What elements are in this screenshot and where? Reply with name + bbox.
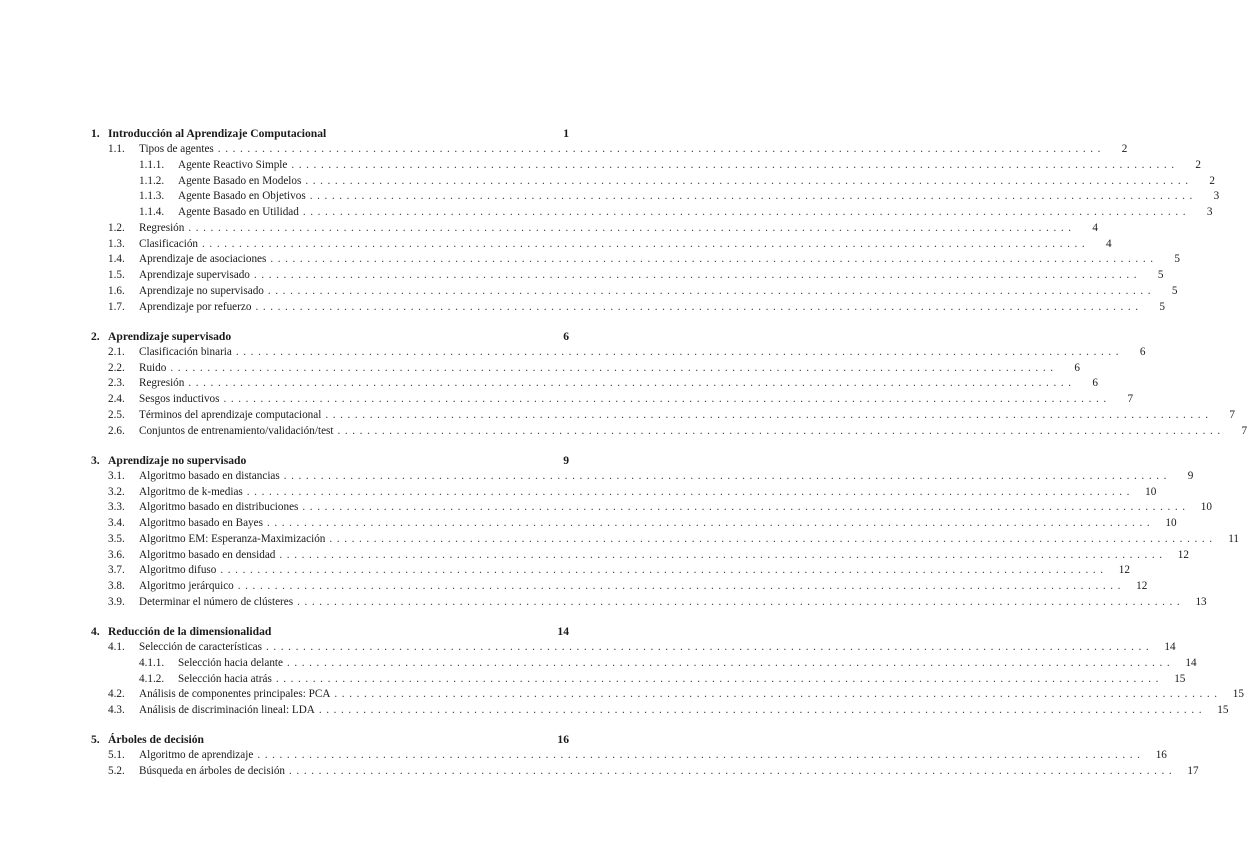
toc-number: 3. — [91, 453, 100, 467]
toc-number: 3.8. — [108, 580, 125, 592]
toc-number: 3.4. — [108, 517, 125, 529]
toc-number: 1.1.1. — [139, 158, 165, 171]
toc-number: 3.9. — [108, 595, 125, 608]
toc-title: Algoritmo difuso — [139, 564, 217, 577]
toc-page-number: 5 — [1171, 284, 1178, 297]
toc-page-number: 10 — [1200, 501, 1212, 514]
toc-page-number: 11 — [1228, 532, 1239, 545]
toc-leader-dots: . . . . . . . . . . . . . . . . . . . . . . . . . . . . . . . . . . . . . . . . . . . . . . . . . . . . . . . . . . . . . . . . . . . . . . . . . . . . . . . . . . . . . . . . . . . . . . . . . . . . . . . . . . . . . . . . . . . . . . . . — [266, 517, 1151, 529]
toc-page-number: 12 — [1118, 564, 1130, 577]
toc-number: 1.7. — [108, 300, 125, 313]
toc-section[interactable] — [91, 548, 1189, 564]
toc-page-number: 5 — [1159, 300, 1165, 313]
toc-page-number: 1 — [563, 127, 569, 140]
toc-chapter-gap — [91, 611, 569, 624]
toc-number: 1.2. — [108, 221, 125, 234]
toc-title: Selección hacia atrás — [178, 672, 272, 685]
toc-number: 4.3. — [108, 704, 125, 716]
toc-section[interactable] — [91, 687, 1244, 703]
toc-section[interactable] — [91, 485, 1157, 501]
toc-page-number: 7 — [1127, 393, 1134, 405]
toc-leader-dots: . . . . . . . . . . . . . . . . . . . . . . . . . . . . . . . . . . . . . . . . . . . . . . . . . . . . . . . . . . . . . . . . . . . . . . . . . . . . . . . . . . . . . . . . . . . . . . . . . . . . . . . . . . . . . . . . . . . . . . . . — [279, 548, 1163, 561]
toc-page-number: 5 — [1174, 253, 1180, 266]
toc-leader-dots: . . . . . . . . . . . . . . . . . . . . . . . . . . . . . . . . . . . . . . . . . . . . . . . . . . . . . . . . . . . . . . . . . . . . . . . . . . . . . . . . . . . . . . . . . . . . . . . . . . . . . . . . . . . . . . . . . . . . . . . . — [286, 656, 1171, 669]
toc-title: Agente Basado en Objetivos — [178, 190, 306, 203]
toc-number: 1.4. — [108, 253, 125, 266]
toc-chapter[interactable] — [91, 328, 569, 345]
toc-title: Introducción al Aprendizaje Computacional — [108, 127, 327, 140]
toc-leader-dots: . . . . . . . . . . . . . . . . . . . . . . . . . . . . . . . . . . . . . . . . . . . . . . . . . . . . . . . . . . . . . . . . . . . . . . . . . . . . . . . . . . . . . . . . . . . . . . . . . . . . . . . . . . . . . . . . . . . . . . . . — [235, 345, 1120, 358]
toc-section[interactable] — [91, 237, 1112, 253]
toc-leader-dots: . . . . . . . . . . . . . . . . . . . . . . . . . . . . . . . . . . . . . . . . . . . . . . . . . . . . . . . . . . . . . . . . . . . . . . . . . . . . . . . . . . . . . . . . . . . . . . . . . . . . . . . . . . . . . . . . . . . . . . . . — [283, 469, 1168, 482]
toc-chapter[interactable] — [91, 623, 569, 640]
toc-subsection[interactable] — [91, 205, 1213, 221]
toc-leader-dots: . . . . . . . . . . . . . . . . . . . . . . . . . . . . . . . . . . . . . . . . . . . . . . . . . . . . . . . . . . . . . . . . . . . . . . . . . . . . . . . . . . . . . . . . . . . . . . . . . . . . . . . . . . . . . . . . . . . . . . . . — [202, 237, 1086, 250]
toc-leader-dots: . . . . . . . . . . . . . . . . . . . . . . . . . . . . . . . . . . . . . . . . . . . . . . . . . . . . . . . . . . . . . . . . . . . . . . . . . . . . . . . . . . . . . . . . . . . . . . . . . . . . . . . . . . . . . . . . . . . . . . . . — [302, 501, 1186, 514]
toc-section[interactable] — [91, 221, 1098, 237]
toc-number: 2. — [91, 329, 100, 343]
toc-title: Selección de características — [139, 641, 262, 653]
toc-title: Conjuntos de entrenamiento/validación/test — [139, 424, 334, 437]
toc-number: 4.1.1. — [139, 656, 165, 669]
toc-leader-dots: . . . . . . . . . . . . . . . . . . . . . . . . . . . . . . . . . . . . . . . . . . . . . . . . . . . . . . . . . . . . . . . . . . . . . . . . . . . . . . . . . . . . . . . . . . . . . . . . . . . . . . . . . . . . . . . . . . . . . . . . — [337, 424, 1222, 437]
toc-chapter-gap — [91, 439, 569, 452]
toc-leader-dots: . . . . . . . . . . . . . . . . . . . . . . . . . . . . . . . . . . . . . . . . . . . . . . . . . . . . . . . . . . . . . . . . . . . . . . . . . . . . . . . . . . . . . . . . . . . . . . . . . . . . . . . . . . . . . . . . . . . . . . . . — [257, 749, 1141, 762]
toc-page-number: 9 — [1187, 469, 1194, 482]
toc-page-number: 10 — [1145, 485, 1157, 498]
toc-section[interactable] — [91, 142, 1128, 158]
toc-number: 1.6. — [108, 284, 125, 297]
toc-number: 3.6. — [108, 548, 125, 561]
toc-title: Algoritmo jerárquico — [139, 580, 234, 592]
toc-subsection[interactable] — [91, 672, 1186, 688]
toc-number: 1.5. — [108, 269, 125, 281]
toc-number: 2.3. — [108, 377, 125, 390]
table-of-contents — [91, 125, 1247, 780]
toc-title: Aprendizaje de asociaciones — [139, 253, 267, 266]
toc-page-number: 14 — [1164, 641, 1176, 653]
toc-leader-dots: . . . . . . . . . . . . . . . . . . . . . . . . . . . . . . . . . . . . . . . . . . . . . . . . . . . . . . . . . . . . . . . . . . . . . . . . . . . . . . . . . . . . . . . . . . . . . . . . . . . . . . . . . . . . . . . . . . . . . . . . — [266, 641, 1150, 653]
toc-section[interactable] — [91, 703, 1229, 719]
toc-leader-dots: . . . . . . . . . . . . . . . . . . . . . . . . . . . . . . . . . . . . . . . . . . . . . . . . . . . . . . . . . . . . . . . . . . . . . . . . . . . . . . . . . . . . . . . . . . . . . . . . . . . . . . . . . . . . . . . . . . . . . . . . — [305, 174, 1189, 187]
toc-page-number: 12 — [1136, 580, 1148, 592]
toc-number: 3.3. — [108, 501, 125, 514]
toc-leader-dots: . . . . . . . . . . . . . . . . . . . . . . . . . . . . . . . . . . . . . . . . . . . . . . . . . . . . . . . . . . . . . . . . . . . . . . . . . . . . . . . . . . . . . . . . . . . . . . . . . . . . . . . . . . . . . . . . . . . . . . . . — [334, 688, 1218, 701]
toc-page-number: 3 — [1213, 190, 1220, 203]
toc-section[interactable] — [91, 516, 1177, 532]
toc-number: 3.2. — [108, 485, 125, 498]
toc-page-number: 2 — [1121, 143, 1128, 155]
toc-section[interactable] — [91, 748, 1167, 764]
toc-leader-dots: . . . . . . . . . . . . . . . . . . . . . . . . . . . . . . . . . . . . . . . . . . . . . . . . . . . . . . . . . . . . . . . . . . . . . . . . . . . . . . . . . . . . . . . . . . . . . . . . . . . . . . . . . . . . . . . . . . . . . . . . — [302, 206, 1187, 218]
toc-title: Regresión — [139, 377, 185, 390]
toc-page-number: 5 — [1157, 269, 1164, 281]
toc-section[interactable] — [91, 300, 1165, 316]
toc-leader-dots: . . . . . . . . . . . . . . . . . . . . . . . . . . . . . . . . . . . . . . . . . . . . . . . . . . . . . . . . . . . . . . . . . . . . . . . . . . . . . . . . . . . . . . . . . . . . . . . . . . . . . . . . . . . . . . . . . . . . . . . . — [220, 564, 1104, 577]
toc-page-number: 6 — [1074, 361, 1080, 374]
toc-number: 1.1.4. — [139, 206, 165, 218]
toc-section[interactable] — [91, 640, 1176, 656]
toc-number: 4.2. — [108, 688, 125, 701]
toc-section[interactable] — [91, 392, 1134, 408]
toc-title: Aprendizaje supervisado — [139, 269, 250, 281]
toc-section[interactable] — [91, 500, 1212, 516]
toc-title: Determinar el número de clústeres — [139, 595, 294, 608]
toc-leader-dots: . . . . . . . . . . . . . . . . . . . . . . . . . . . . . . . . . . . . . . . . . . . . . . . . . . . . . . . . . . . . . . . . . . . . . . . . . . . . . . . . . . . . . . . . . . . . . . . . . . . . . . . . . . . . . . . . . . . . . . . . — [170, 361, 1054, 374]
toc-chapter[interactable] — [91, 731, 569, 748]
toc-chapter-gap — [91, 719, 569, 732]
toc-title: Análisis de componentes principales: PCA — [139, 688, 331, 701]
toc-leader-dots: . . . . . . . . . . . . . . . . . . . . . . . . . . . . . . . . . . . . . . . . . . . . . . . . . . . . . . . . . . . . . . . . . . . . . . . . . . . . . . . . . . . . . . . . . . . . . . . . . . . . . . . . . . . . . . . . . . . . . . . . — [237, 580, 1122, 592]
toc-number: 2.5. — [108, 408, 125, 421]
toc-subsection[interactable] — [91, 656, 1197, 672]
toc-leader-dots: . . . . . . . . . . . . . . . . . . . . . . . . . . . . . . . . . . . . . . . . . . . . . . . . . . . . . . . . . . . . . . . . . . . . . . . . . . . . . . . . . . . . . . . . . . . . . . . . . . . . . . . . . . . . . . . . . . . . . . . . — [217, 143, 1102, 155]
toc-title: Aprendizaje por refuerzo — [139, 300, 252, 313]
toc-number: 3.7. — [108, 564, 125, 577]
toc-title: Aprendizaje no supervisado — [139, 284, 264, 297]
toc-number: 1.1.2. — [139, 174, 165, 187]
toc-page-number: 7 — [1229, 408, 1235, 421]
toc-title: Algoritmo de k-medias — [139, 485, 243, 498]
toc-leader-dots: . . . . . . . . . . . . . . . . . . . . . . . . . . . . . . . . . . . . . . . . . . . . . . . . . . . . . . . . . . . . . . . . . . . . . . . . . . . . . . . . . . . . . . . . . . . . . . . . . . . . . . . . . . . . . . . . . . . . . . . . — [275, 672, 1160, 685]
toc-number: 1.1. — [108, 143, 125, 155]
toc-section[interactable] — [91, 376, 1098, 392]
toc-title: Agente Basado en Modelos — [178, 174, 302, 187]
toc-page-number: 4 — [1092, 221, 1098, 234]
toc-page-number: 7 — [1241, 424, 1247, 437]
toc-title: Reducción de la dimensionalidad — [108, 625, 272, 638]
toc-page-number: 12 — [1177, 548, 1189, 561]
toc-number: 2.2. — [108, 361, 125, 374]
toc-page-number: 15 — [1217, 704, 1229, 716]
toc-title: Selección hacia delante — [178, 656, 283, 669]
toc-title: Algoritmo basado en distancias — [139, 469, 280, 482]
toc-title: Clasificación binaria — [139, 345, 232, 358]
toc-title: Agente Basado en Utilidad — [178, 206, 299, 218]
toc-title: Búsqueda en árboles de decisión — [139, 765, 286, 777]
toc-number: 2.4. — [108, 393, 125, 405]
toc-number: 5.2. — [108, 765, 125, 777]
toc-leader-dots: . . . . . . . . . . . . . . . . . . . . . . . . . . . . . . . . . . . . . . . . . . . . . . . . . . . . . . . . . . . . . . . . . . . . . . . . . . . . . . . . . . . . . . . . . . . . . . . . . . . . . . . . . . . . . . . . . . . . . . . . — [318, 704, 1203, 716]
toc-page-number: 16 — [1155, 749, 1167, 762]
toc-page-number: 6 — [1139, 345, 1146, 358]
toc-page-number: 17 — [1187, 765, 1199, 777]
toc-leader-dots: . . . . . . . . . . . . . . . . . . . . . . . . . . . . . . . . . . . . . . . . . . . . . . . . . . . . . . . . . . . . . . . . . . . . . . . . . . . . . . . . . . . . . . . . . . . . . . . . . . . . . . . . . . . . . . . . . . . . . . . . — [325, 408, 1209, 421]
toc-title: Sesgos inductivos — [139, 393, 220, 405]
toc-chapter[interactable] — [91, 452, 569, 469]
toc-number: 1.1.3. — [139, 190, 165, 203]
toc-leader-dots: . . . . . . . . . . . . . . . . . . . . . . . . . . . . . . . . . . . . . . . . . . . . . . . . . . . . . . . . . . . . . . . . . . . . . . . . . . . . . . . . . . . . . . . . . . . . . . . . . . . . . . . . . . . . . . . . . . . . . . . . — [267, 284, 1152, 297]
toc-page-number: 14 — [1185, 656, 1197, 669]
toc-page-number: 15 — [1174, 672, 1186, 685]
toc-page-number: 3 — [1206, 206, 1213, 218]
toc-page-number: 9 — [563, 453, 569, 467]
toc-leader-dots: . . . . . . . . . . . . . . . . . . . . . . . . . . . . . . . . . . . . . . . . . . . . . . . . . . . . . . . . . . . . . . . . . . . . . . . . . . . . . . . . . . . . . . . . . . . . . . . . . . . . . . . . . . . . . . . . . . . . . . . . — [291, 158, 1175, 171]
toc-page-number: 10 — [1165, 517, 1177, 529]
toc-number: 1.3. — [108, 237, 125, 250]
toc-title: Algoritmo basado en distribuciones — [139, 501, 299, 514]
toc-page-number: 2 — [1209, 174, 1215, 187]
toc-number: 3.5. — [108, 532, 125, 545]
toc-page-number: 13 — [1195, 595, 1207, 608]
toc-leader-dots: . . . . . . . . . . . . . . . . . . . . . . . . . . . . . . . . . . . . . . . . . . . . . . . . . . . . . . . . . . . . . . . . . . . . . . . . . . . . . . . . . . . . . . . . . . . . . . . . . . . . . . . . . . . . . . . . . . . . . . . . — [309, 190, 1194, 203]
toc-leader-dots: . . . . . . . . . . . . . . . . . . . . . . . . . . . . . . . . . . . . . . . . . . . . . . . . . . . . . . . . . . . . . . . . . . . . . . . . . . . . . . . . . . . . . . . . . . . . . . . . . . . . . . . . . . . . . . . . . . . . . . . . — [270, 253, 1154, 266]
toc-leader-dots: . . . . . . . . . . . . . . . . . . . . . . . . . . . . . . . . . . . . . . . . . . . . . . . . . . . . . . . . . . . . . . . . . . . . . . . . . . . . . . . . . . . . . . . . . . . . . . . . . . . . . . . . . . . . . . . . . . . . . . . . — [329, 532, 1213, 545]
toc-title: Clasificación — [139, 237, 199, 250]
toc-number: 2.1. — [108, 345, 125, 358]
toc-title: Términos del aprendizaje computacional — [139, 408, 322, 421]
toc-title: Agente Reactivo Simple — [178, 158, 288, 171]
toc-section[interactable] — [91, 408, 1235, 424]
toc-leader-dots: . . . . . . . . . . . . . . . . . . . . . . . . . . . . . . . . . . . . . . . . . . . . . . . . . . . . . . . . . . . . . . . . . . . . . . . . . . . . . . . . . . . . . . . . . . . . . . . . . . . . . . . . . . . . . . . . . . . . . . . . — [253, 269, 1138, 281]
toc-section[interactable] — [91, 361, 1080, 377]
toc-page-number: 6 — [563, 329, 569, 343]
toc-number: 5.1. — [108, 749, 125, 762]
toc-title: Tipos de agentes — [139, 143, 214, 155]
toc-number: 4.1. — [108, 641, 125, 653]
toc-section[interactable] — [91, 563, 1130, 579]
toc-subsection[interactable] — [91, 174, 1215, 190]
toc-section[interactable] — [91, 532, 1239, 548]
toc-section[interactable] — [91, 252, 1180, 268]
toc-section[interactable] — [91, 595, 1207, 611]
toc-title: Análisis de discriminación lineal: LDA — [139, 704, 315, 716]
toc-section[interactable] — [91, 345, 1146, 361]
toc-page-number: 16 — [557, 733, 569, 747]
toc-title: Algoritmo basado en Bayes — [139, 517, 263, 529]
toc-page-number: 6 — [1092, 377, 1098, 390]
toc-number: 3.1. — [108, 469, 125, 482]
toc-title: Regresión — [139, 221, 185, 234]
toc-page-number: 15 — [1232, 688, 1244, 701]
toc-chapter-gap — [91, 315, 569, 328]
toc-page-number: 2 — [1195, 158, 1201, 171]
toc-leader-dots: . . . . . . . . . . . . . . . . . . . . . . . . . . . . . . . . . . . . . . . . . . . . . . . . . . . . . . . . . . . . . . . . . . . . . . . . . . . . . . . . . . . . . . . . . . . . . . . . . . . . . . . . . . . . . . . . . . . . . . . . — [223, 393, 1108, 405]
toc-number: 5. — [91, 733, 100, 747]
toc-leader-dots: . . . . . . . . . . . . . . . . . . . . . . . . . . . . . . . . . . . . . . . . . . . . . . . . . . . . . . . . . . . . . . . . . . . . . . . . . . . . . . . . . . . . . . . . . . . . . . . . . . . . . . . . . . . . . . . . . . . . . . . . — [188, 377, 1072, 390]
toc-title: Algoritmo de aprendizaje — [139, 749, 254, 762]
toc-leader-dots: . . . . . . . . . . . . . . . . . . . . . . . . . . . . . . . . . . . . . . . . . . . . . . . . . . . . . . . . . . . . . . . . . . . . . . . . . . . . . . . . . . . . . . . . . . . . . . . . . . . . . . . . . . . . . . . . . . . . . . . . — [289, 765, 1173, 777]
toc-title: Algoritmo basado en densidad — [139, 548, 276, 561]
toc-page-number: 4 — [1106, 237, 1112, 250]
toc-title: Algoritmo EM: Esperanza-Maximización — [139, 532, 326, 545]
toc-section[interactable] — [91, 579, 1148, 595]
toc-section[interactable] — [91, 469, 1194, 485]
toc-number: 4.1.2. — [139, 672, 165, 685]
toc-title: Árboles de decisión — [108, 733, 204, 747]
toc-subsection[interactable] — [91, 189, 1220, 205]
toc-number: 4. — [91, 625, 100, 638]
toc-title: Ruido — [139, 361, 167, 374]
toc-subsection[interactable] — [91, 158, 1201, 174]
toc-chapter[interactable] — [91, 125, 569, 142]
toc-leader-dots: . . . . . . . . . . . . . . . . . . . . . . . . . . . . . . . . . . . . . . . . . . . . . . . . . . . . . . . . . . . . . . . . . . . . . . . . . . . . . . . . . . . . . . . . . . . . . . . . . . . . . . . . . . . . . . . . . . . . . . . . — [297, 595, 1181, 608]
toc-section[interactable] — [91, 268, 1164, 284]
toc-section[interactable] — [91, 764, 1199, 780]
toc-title: Aprendizaje no supervisado — [108, 453, 247, 467]
toc-section[interactable] — [91, 284, 1178, 300]
toc-number: 1. — [91, 127, 100, 140]
toc-leader-dots: . . . . . . . . . . . . . . . . . . . . . . . . . . . . . . . . . . . . . . . . . . . . . . . . . . . . . . . . . . . . . . . . . . . . . . . . . . . . . . . . . . . . . . . . . . . . . . . . . . . . . . . . . . . . . . . . . . . . . . . . — [255, 300, 1139, 313]
toc-title: Aprendizaje supervisado — [108, 329, 232, 343]
toc-page-number: 14 — [557, 625, 569, 638]
toc-leader-dots: . . . . . . . . . . . . . . . . . . . . . . . . . . . . . . . . . . . . . . . . . . . . . . . . . . . . . . . . . . . . . . . . . . . . . . . . . . . . . . . . . . . . . . . . . . . . . . . . . . . . . . . . . . . . . . . . . . . . . . . . — [246, 485, 1131, 498]
toc-section[interactable] — [91, 424, 1247, 440]
toc-leader-dots: . . . . . . . . . . . . . . . . . . . . . . . . . . . . . . . . . . . . . . . . . . . . . . . . . . . . . . . . . . . . . . . . . . . . . . . . . . . . . . . . . . . . . . . . . . . . . . . . . . . . . . . . . . . . . . . . . . . . . . . . — [188, 221, 1072, 234]
toc-number: 2.6. — [108, 424, 125, 437]
